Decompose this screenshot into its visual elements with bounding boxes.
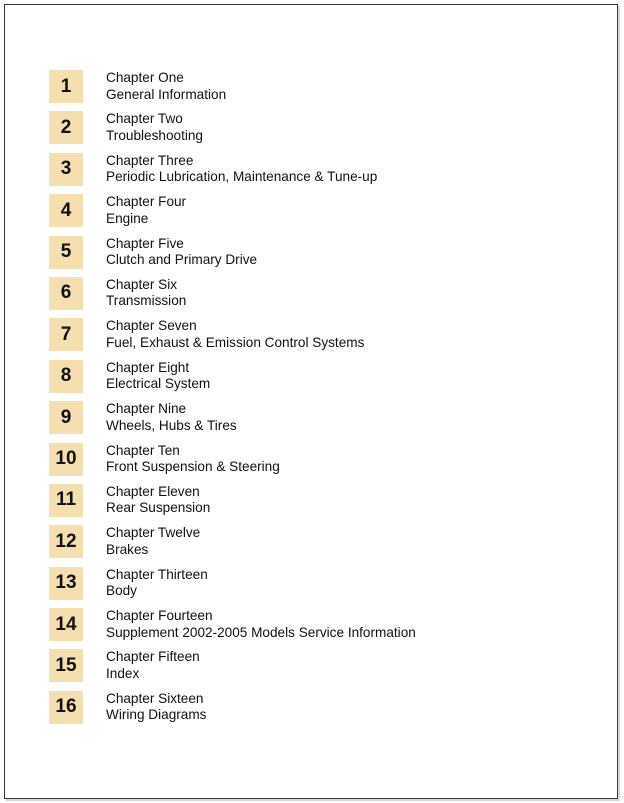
chapter-text (106, 111, 203, 144)
chapter-title: Index (106, 665, 140, 681)
chapter-text (106, 153, 377, 186)
chapter-text (106, 567, 208, 600)
chapter-heading: Chapter One (106, 70, 184, 85)
chapter-row[interactable] (49, 234, 589, 275)
chapter-text (106, 194, 186, 227)
chapter-text (106, 277, 186, 310)
chapter-row[interactable] (49, 192, 589, 233)
chapter-title: Front Suspension & Steering (106, 459, 280, 475)
chapter-text (106, 360, 210, 393)
chapter-heading: Chapter Seven (106, 318, 197, 334)
chapter-list (49, 68, 589, 730)
chapter-number-badge: 9 (49, 401, 83, 434)
chapter-number-badge: 5 (49, 236, 83, 269)
chapter-title: Fuel, Exhaust & Emission Control Systems (106, 334, 365, 350)
chapter-number-badge: 13 (49, 567, 83, 600)
chapter-row[interactable] (49, 482, 589, 523)
chapter-text (106, 443, 280, 476)
chapter-heading: Chapter Eight (106, 359, 190, 375)
chapter-row[interactable] (49, 109, 589, 150)
chapter-row[interactable] (49, 316, 589, 357)
chapter-heading: Chapter Sixteen (106, 690, 204, 706)
chapter-heading: Chapter Nine (106, 401, 187, 417)
chapter-text (106, 236, 257, 269)
chapter-text (106, 484, 210, 517)
chapter-number-badge: 14 (49, 608, 83, 641)
chapter-title: Supplement 2002-2005 Models Service Information (106, 624, 416, 640)
chapter-heading: Chapter Eleven (106, 483, 200, 499)
chapter-number-badge: 16 (49, 691, 83, 724)
chapter-number-badge: 15 (49, 649, 83, 682)
chapter-row[interactable] (49, 275, 589, 316)
chapter-heading: Chapter Six (106, 276, 178, 292)
chapter-title: Body (106, 583, 137, 599)
chapter-text (106, 649, 200, 682)
chapter-row[interactable] (49, 606, 589, 647)
chapter-text (106, 401, 237, 434)
chapter-number-badge: 6 (49, 277, 83, 310)
chapter-heading: Chapter Three (106, 152, 194, 168)
chapter-row[interactable] (49, 647, 589, 688)
chapter-heading: Chapter Ten (106, 442, 180, 458)
chapter-heading: Chapter Fifteen (106, 649, 200, 665)
chapter-title: Wheels, Hubs & Tires (106, 417, 237, 433)
chapter-text (106, 525, 200, 558)
chapter-row[interactable] (49, 358, 589, 399)
chapter-title: Electrical System (106, 376, 211, 392)
chapter-title: Engine (106, 210, 149, 226)
chapter-title: Clutch and Primary Drive (106, 252, 258, 268)
chapter-heading: Chapter Thirteen (106, 566, 208, 582)
chapter-title: General Information (106, 86, 227, 102)
chapter-row[interactable] (49, 565, 589, 606)
chapter-heading: Chapter Fourteen (106, 608, 213, 624)
chapter-row[interactable] (49, 68, 589, 109)
chapter-row[interactable] (49, 441, 589, 482)
chapter-row[interactable] (49, 399, 589, 440)
chapter-title: Rear Suspension (106, 500, 211, 516)
chapter-number-badge: 12 (49, 525, 83, 558)
chapter-text (106, 318, 364, 351)
chapter-number-badge: 2 (49, 111, 83, 144)
chapter-row[interactable] (49, 523, 589, 564)
chapter-number-badge: 8 (49, 360, 83, 393)
chapter-heading: Chapter Five (106, 235, 184, 251)
chapter-title: Transmission (106, 293, 187, 309)
chapter-text (106, 608, 416, 641)
chapter-heading: Chapter Two (106, 111, 183, 127)
chapter-heading: Chapter Four (106, 194, 187, 210)
document-page (4, 4, 618, 799)
chapter-row[interactable] (49, 689, 589, 730)
chapter-title: Periodic Lubrication, Maintenance & Tune-up (106, 169, 378, 185)
chapter-title: Wiring Diagrams (106, 707, 207, 723)
chapter-number-badge: 11 (49, 484, 83, 517)
chapter-title: Brakes (106, 541, 149, 557)
chapter-number-badge: 1 (49, 70, 83, 103)
chapter-text (106, 70, 226, 103)
chapter-number-badge: 10 (49, 443, 83, 476)
chapter-number-badge: 4 (49, 194, 83, 227)
chapter-heading: Chapter Twelve (106, 525, 201, 541)
chapter-row[interactable] (49, 151, 589, 192)
chapter-number-badge: 7 (49, 318, 83, 351)
chapter-title: Troubleshooting (106, 127, 203, 143)
chapter-text (106, 691, 206, 724)
chapter-number-badge: 3 (49, 153, 83, 186)
